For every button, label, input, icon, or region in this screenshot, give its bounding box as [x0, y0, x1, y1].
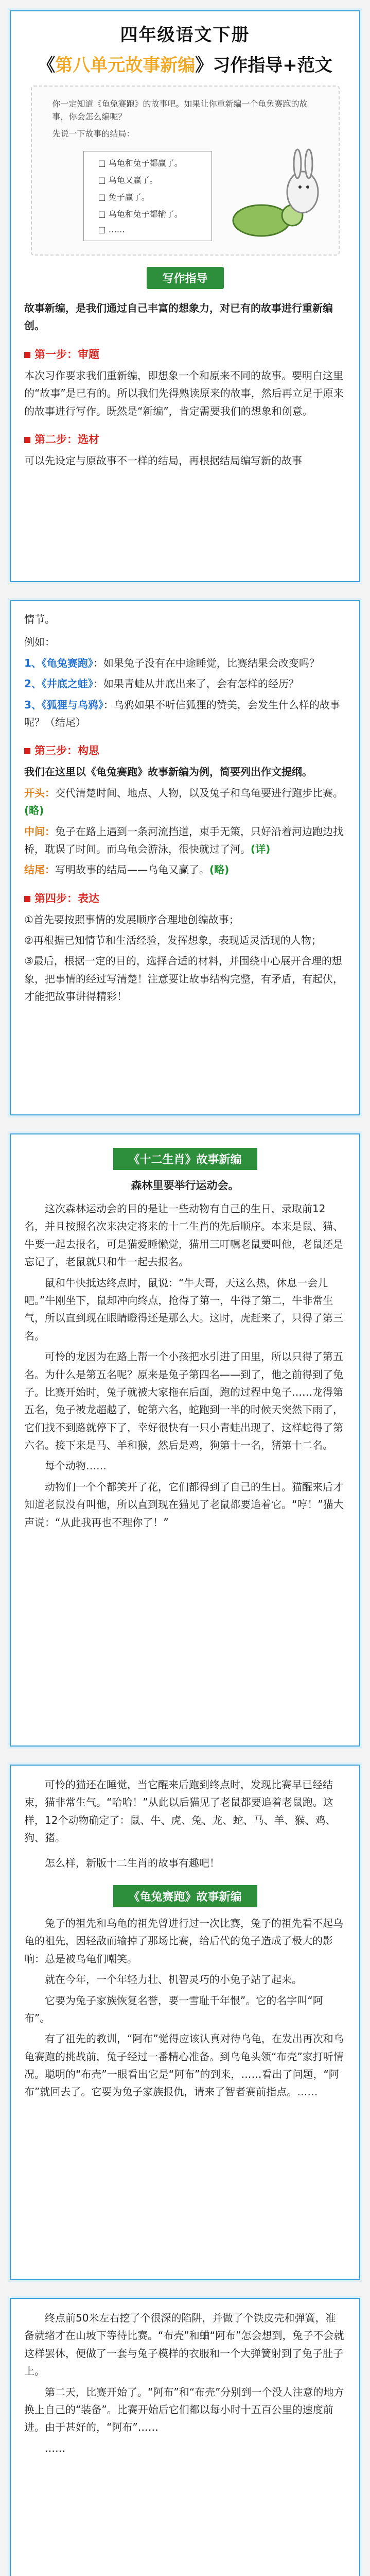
step3-heading: 第三步：构思: [24, 742, 346, 758]
zodiac-banner: 《十二生肖》故事新编: [113, 1148, 257, 1170]
zodiac-paragraph: 可怜的龙因为在路上帮一个小孩把水引进了田里，所以只得了第五名。为什么是第五名呢？原来是兔子第四名——到了，他之前得到了兔子。比赛开始时，兔子就被大家拖在后面，跑的过程中兔子……龙得第五名，兔子被龙超越了，蛇第六名，蛇跑到一半的时候天突然下雨了，它们找不到路就停下了，幸好很快有一只小青蛙出现了，这样蛇得了第六名。接下来是马、羊和猴，然后是鸡，狗第十一名，猪第十二名。: [24, 1350, 343, 1452]
example-heading: 例如：: [24, 636, 55, 649]
textbook-prompt-box: [31, 86, 340, 256]
race-paragraph: 终点前50米左右挖了个很深的陷阱，并做了个铁皮壳和弹簧，准备就绪才在山坡下等待比赛。“布壳”和蛐“阿布”怎会想到，兔子不会就这样罢休，便做了一套与兔子模样的衣服和一个大弹簧射到了兔子肚子上。: [24, 2312, 344, 2378]
outline-middle: 中间：兔子在路上遇到一条河流挡道，束手无策，只好沿着河边跑边找桥，耽误了时间。而乌龟会游泳，很快就过了河。(详): [24, 825, 343, 855]
bullet-square-icon: [24, 896, 30, 902]
ending-options-box: [83, 151, 212, 241]
tip-1: ①首先要按照事情的发展顺序合理地创编故事；: [24, 913, 239, 926]
race-paragraph: 有了祖先的教训，“阿布”觉得应该认真对待乌龟，在发出再次和乌龟赛跑的挑战前，兔子经过一番精心准备。到乌龟头领“布壳”家打听情况。聪明的“布壳”一眼看出它是“阿布”的到来，……看出了问题，“阿布”就回去了。它要为兔子家族报仇，请来了智者赛前指点。……: [24, 2032, 344, 2098]
zodiac-paragraph: 每个动物……: [45, 1460, 107, 1472]
unit-name: 第八单元故事新编: [55, 55, 196, 76]
prompt-line-1: 你一定知道《龟兔赛跑》的故事吧。如果让你重新编一个龟兔赛跑的故事，你会怎么编呢？: [52, 99, 308, 122]
step1-heading: 第一步：审题: [24, 346, 346, 362]
zodiac-paragraph: 这次森林运动会的目的是让一些动物有自己的生日，录取前12名，并且按照名次来决定将来的十二生肖的先后顺序。本来是鼠、猫、牛要一起去报名，可是猫爱睡懒觉，猫用三叮嘱老鼠要叫他，老鼠还是忘记了，老鼠就只和牛一起去报名。: [24, 1202, 343, 1268]
step2-heading: 第二步：选材: [24, 431, 346, 447]
essay-card-zodiac: [10, 1133, 360, 1747]
example-1: 1、《龟兔赛跑》：如果兔子没有在中途睡觉，比赛结果会改变吗？: [24, 656, 320, 669]
essay-card-race-2: [10, 2298, 360, 2576]
header-card: [10, 10, 360, 582]
race-paragraph: 它要为兔子家族恢复名誉，要一雪耻千年恨”。它的名字叫“阿布”。: [24, 1994, 323, 2024]
zodiac-paragraph: 鼠和牛快抵达终点时，鼠说：“牛大哥，天这么热，休息一会儿吧。”牛刚坐下，鼠却冲向终点，抢得了第一，牛得了第二，牛非常生气，所以直到现在眼睛瞪得还是那么大。这时，虎赶来了，只得了第三名。: [24, 1276, 343, 1342]
ending-option: □ 乌龟和兔子都赢了。: [98, 158, 183, 168]
example-3: 3、《狐狸与乌鸦》：乌鸦如果不听信狐狸的赞美，会发生什么样的故事呢？（结尾）: [24, 698, 340, 728]
bullet-square-icon: [24, 748, 30, 754]
essay-card-race-1: [10, 1765, 360, 2280]
book-mark-close: 》: [195, 55, 213, 76]
continued-text: 情节。: [24, 613, 55, 625]
ending-option: □ 兔子赢了。: [98, 192, 150, 202]
tip-3: ③最后，根据一定的目的，选择合适的材料，并围绕中心展开合理的想象，把事情的经过写清楚！注意要让故事结构完整，有矛盾，有起伏，才能把故事讲得精彩！: [24, 955, 343, 1003]
step4-heading: 第四步：表达: [24, 890, 346, 906]
step2-text: 可以先设定与原故事不一样的结局，再根据结局编写新的故事: [24, 454, 302, 467]
outline-ending: 结尾：写明故事的结局——乌龟又赢了。(略): [24, 863, 230, 876]
bullet-square-icon: [24, 437, 30, 443]
prompt-line-2: 先说一下故事的结局：: [52, 129, 135, 139]
example-2: 2、《井底之蛙》：如果青蛙从井底出来了，会有怎样的经历？: [24, 677, 299, 690]
race-paragraph: 第二天，比赛开始了。“阿布”和“布壳”分别到一个没人注意的地方换上自己的“装备”。比赛开始后它们都以每小时十五百公里的速度前进。由于甚好的，“阿布”……: [24, 2385, 344, 2434]
ending-option: □ 乌龟和兔子都输了。: [98, 209, 183, 219]
page-title: 四年级语文下册: [120, 25, 250, 45]
guide-tag: 写作指导: [147, 267, 224, 289]
race-banner: 《龟兔赛跑》故事新编: [113, 1885, 257, 1907]
book-mark-open: 《: [38, 55, 56, 76]
ending-option: □ ……: [98, 225, 125, 234]
step1-text: 本次习作要求我们重新编，即想象一个和原来不同的故事。要明白这里的“故事”是已有的。所以我们先得熟读原来的故事，然后再立足于原来的故事进行写作。既然是“新编”，肯定需要我们的想象和创意。: [24, 369, 344, 417]
guide-card-2: [10, 600, 360, 1115]
race-paragraph: 就在今年，一个年轻力壮、机智灵巧的小兔子站了起来。: [45, 1973, 302, 1986]
race-paragraph: 怎么样，新版十二生肖的故事有趣吧！: [45, 1856, 220, 1869]
zodiac-title: 森林里要举行运动会。: [131, 1179, 239, 1192]
race-paragraph: 可怜的猫还在睡觉，当它醒来后跑到终点时，发现比赛早已经结束，猫非常生气。“哈哈！”从此以后猫见了老鼠都要追着老鼠跑。这样，12个动物确定了：鼠、牛、虎、兔、龙、蛇、马、羊、猴、鸡、狗、猪。: [24, 1778, 336, 1844]
outline-opening: 开头：交代清楚时间、地点、人物，以及兔子和乌龟要进行跑步比赛。(略): [24, 786, 343, 817]
turtle-rabbit-illustration: [225, 143, 328, 246]
step3-intro: 我们在这里以《龟兔赛跑》故事新编为例，简要列出作文提纲。: [24, 766, 312, 778]
intro-text: 故事新编，是我们通过自己丰富的想象力，对已有的故事进行重新编创。: [24, 302, 333, 332]
tip-2: ②再根据已知情节和生活经验，发挥想象，表现适灵活现的人物；: [24, 934, 322, 947]
race-paragraph: 兔子的祖先和乌龟的祖先曾进行过一次比赛，兔子的祖先看不起乌龟的祖先，因轻敌而输掉了那场比赛，给后代的兔子造成了极大的影响：总是被乌龟们嘲笑。: [24, 1917, 343, 1965]
bullet-square-icon: [24, 352, 30, 358]
subtitle-suffix: 习作指导+范文: [213, 55, 332, 76]
race-paragraph: ……: [45, 2442, 65, 2454]
zodiac-paragraph: 动物们一个个都笑开了花，它们都得到了自己的生日。猫醒来后才知道老鼠没有叫他，所以直到现在猫见了老鼠都要追着它。“哼！”猫大声说：“从此我再也不理你了！”: [24, 1480, 344, 1529]
ending-option: □ 乌龟又赢了。: [98, 175, 158, 185]
page-subtitle: [11, 51, 359, 76]
